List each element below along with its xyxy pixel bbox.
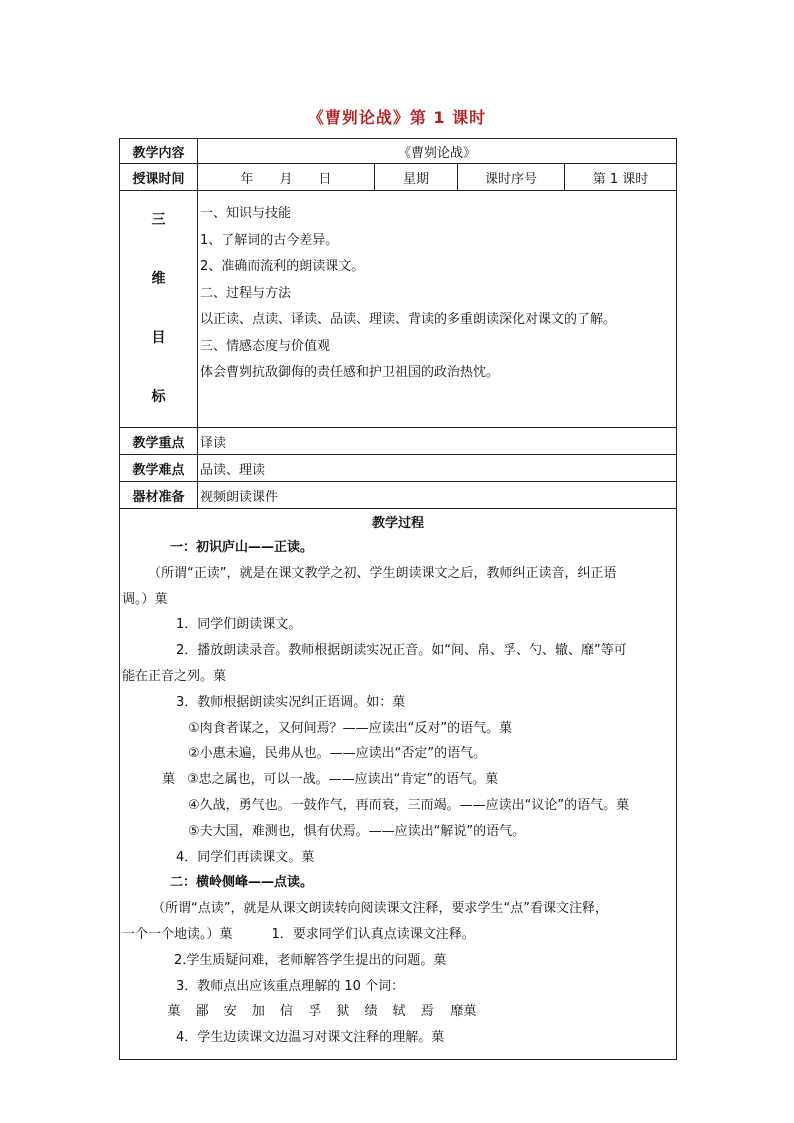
seq-label: 课时序号 [458,164,565,191]
goal-line: 以正读、点读、译读、品读、理读、背读的多重朗读深化对课文的了解。 [200,312,617,327]
page-title: 《曹刿论战》第 1 课时 [307,108,487,127]
row-focus [120,428,677,455]
goals-char: 三 [151,212,166,228]
goals-content [198,191,677,428]
time-label: 授课时间 [120,164,198,191]
row-equipment [120,482,677,509]
content-value: 《曹刿论战》 [198,139,677,164]
date-value: 年 月 日 [198,164,375,191]
paragraph-line: （所谓“点读”，就是从课文朗读转向阅读课文注释，要求学生“点”看课文注释， [152,901,608,917]
example-line [120,767,676,793]
row-goals [120,191,677,428]
step-line: 4．学生边读课文边温习对课文注释的理解。菓 [176,1030,445,1046]
key-word: 孚 [308,1004,322,1020]
marker: 菓 [162,772,176,788]
paragraph-line: （所谓“正读”，就是在课文教学之初、学生朗读课文之后，教师纠正读音，纠正语 [148,565,617,581]
key-word: 信 [280,1004,294,1020]
step-line: 2.学生质疑问难，老师解答学生提出的问题。菓 [174,952,447,968]
key-word: 靡菓 [450,1004,477,1020]
section-title: 二：横岭侧峰——点读。 [170,875,314,891]
example-text: ③忠之属也，可以一战。——应读出“肯定”的语气。菓 [187,772,499,788]
section-title: 一：初识庐山——正读。 [170,540,314,555]
difficulty-label: 教学难点 [120,455,198,482]
example-line: ①肉食者谋之，又何间焉？——应读出“反对”的语气。菓 [188,720,513,736]
goal-line: 1、了解词的古今差异。 [200,232,339,248]
goal-line: 一、知识与技能 [200,206,292,221]
goal-line: 三、情感态度与价值观 [200,338,331,354]
step-line: 1．同学们朗读课文。 [176,617,302,633]
goal-line: 2、准确而流利的朗读课文。 [200,259,365,274]
content-label: 教学内容 [120,139,198,164]
step-line: 3．教师根据朗读实况纠正语调。如：菓 [176,694,406,710]
goal-line: 二、过程与方法 [200,285,292,301]
paragraph-line: 调。）菓 [122,591,168,607]
row-process [120,509,677,1060]
row-difficulty [120,455,677,482]
weekday-label: 星期 [375,164,458,191]
key-word: 狱 [336,1004,350,1020]
equipment-value: 视频朗读课件 [198,482,677,509]
paragraph-line: 一个一个地读。）菓 1．要求同学们认真点读课文注释。 [122,926,475,942]
example-line: ⑤夫大国，难测也，惧有伏焉。——应读出“解说”的语气。 [188,823,526,839]
goals-label [120,191,198,428]
equipment-label: 器材准备 [120,482,198,509]
focus-value: 译读 [198,428,677,455]
row-content [120,139,677,164]
process-heading: 教学过程 [372,516,425,531]
focus-label: 教学重点 [120,428,198,455]
step-line: 3．教师点出应该重点理解的 10 个词： [176,978,405,994]
goals-char: 维 [151,271,166,287]
example-line: ④久战，勇气也。一鼓作气，再而衰，三而竭。——应读出“议论”的语气。菓 [188,797,630,813]
difficulty-value: 品读、理读 [198,455,677,482]
key-word: 焉 [420,1004,434,1020]
key-word: 绩 [364,1004,378,1020]
goals-char: 标 [151,389,166,405]
seq-value: 第 1 课时 [565,164,677,191]
step-line: 能在正音之列。菓 [122,668,227,684]
key-word: 加 [251,1004,265,1020]
row-time [120,164,677,191]
step-line: 2．播放朗读录音。教师根据朗读实况正音。如“间、帛、孚、勺、辙、靡”等可 [176,643,627,659]
key-words [120,999,676,1025]
goals-char: 目 [151,330,166,346]
key-word: 轼 [392,1004,406,1020]
step-line: 4．同学们再读课文。菓 [176,849,315,865]
example-line: ②小惠未遍，民弗从也。——应读出“否定”的语气。 [188,746,487,762]
lesson-plan-table [119,138,677,1060]
key-word: 鄙 [195,1004,209,1020]
key-word: 安 [223,1004,237,1020]
key-word: 菓 [167,1004,181,1020]
process-content [120,509,677,1060]
goal-line: 体会曹刿抗敌御侮的责任感和护卫祖国的政治热忱。 [200,365,500,380]
